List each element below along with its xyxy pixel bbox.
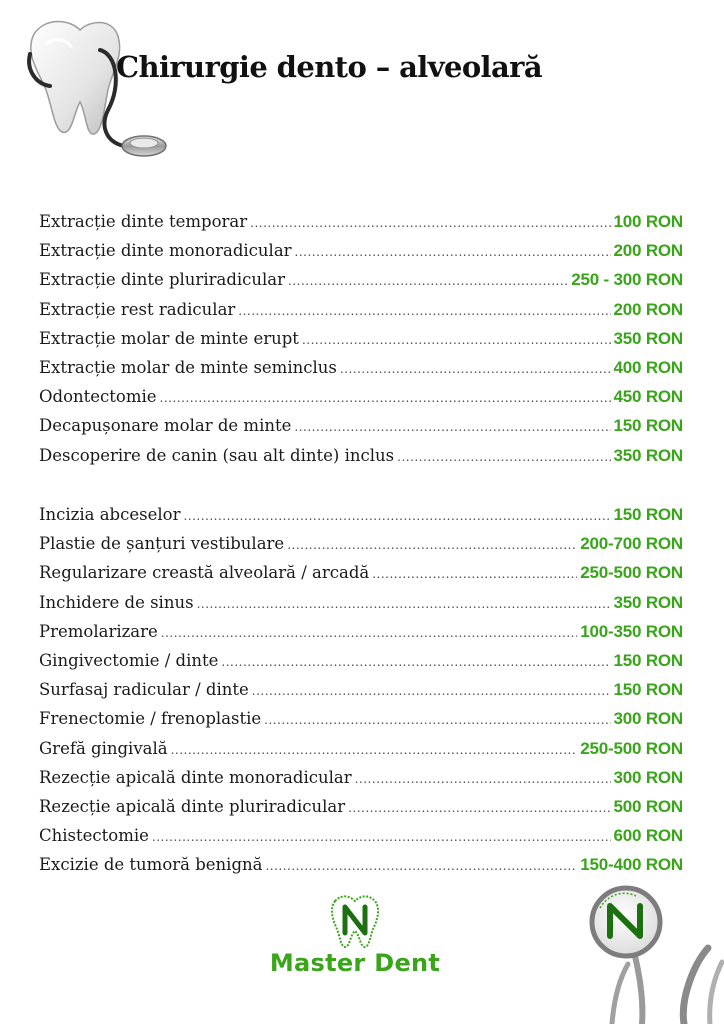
service-name: Frenectomie / frenoplastie: [39, 709, 262, 729]
service-price: 350 RON: [613, 592, 683, 612]
leader-dots: [340, 355, 611, 384]
price-list-extractions: [39, 207, 683, 470]
service-name: Rezecție apicală dinte monoradicular: [39, 767, 352, 787]
service-name: Excizie de tumoră benignă: [39, 855, 263, 875]
price-row: [39, 646, 683, 675]
leader-dots: [355, 765, 611, 794]
service-name: Chistectomie: [39, 826, 149, 846]
page-title: Chirurgie dento – alveolară: [116, 50, 543, 84]
leader-dots: [250, 209, 610, 238]
leader-dots: [152, 823, 611, 852]
service-price: 200 RON: [613, 299, 683, 319]
leader-dots: [264, 706, 610, 735]
service-name: Extracție dinte monoradicular: [39, 241, 292, 261]
service-price: 300 RON: [613, 767, 683, 787]
price-row: [39, 441, 683, 470]
service-price: 600 RON: [613, 826, 683, 846]
leader-dots: [302, 326, 611, 355]
price-row: [39, 734, 683, 763]
price-row: [39, 792, 683, 821]
price-row: [39, 411, 683, 440]
service-price: 400 RON: [613, 357, 683, 377]
tooth-stethoscope-icon: [16, 14, 172, 164]
brand-logo: [244, 893, 466, 977]
price-row: [39, 850, 683, 879]
leader-dots: [294, 413, 610, 442]
price-list-surgery: [39, 500, 683, 879]
service-name: Odontectomie: [39, 387, 157, 407]
leader-dots: [183, 502, 610, 531]
leader-dots: [197, 590, 611, 619]
leader-dots: [265, 852, 577, 881]
price-row: [39, 207, 683, 236]
service-price: 350 RON: [613, 328, 683, 348]
leader-dots: [238, 297, 610, 326]
price-row: [39, 821, 683, 850]
service-name: Extracție dinte pluriradicular: [39, 270, 286, 290]
service-name: Premolarizare: [39, 621, 158, 641]
service-name: Descoperire de canin (sau alt dinte) inclus: [39, 445, 395, 465]
service-price: 150 RON: [613, 650, 683, 670]
service-price: 500 RON: [613, 796, 683, 816]
leader-dots: [171, 736, 578, 765]
leader-dots: [252, 677, 611, 706]
leader-dots: [287, 531, 577, 560]
price-row: [39, 588, 683, 617]
price-row: [39, 558, 683, 587]
service-price: 300 RON: [613, 709, 683, 729]
price-row: [39, 529, 683, 558]
service-price: 100 RON: [613, 212, 683, 231]
leader-dots: [221, 648, 610, 677]
service-name: Gingivectomie / dinte: [39, 650, 219, 670]
leader-dots: [288, 267, 568, 296]
price-row: [39, 704, 683, 733]
price-row: [39, 353, 683, 382]
service-name: Grefă gingivală: [39, 738, 168, 758]
service-name: Extracție molar de minte seminclus: [39, 357, 337, 377]
service-name: Incizia abceselor: [39, 505, 181, 524]
price-row: [39, 265, 683, 294]
service-price: 350 RON: [613, 445, 683, 465]
leader-dots: [295, 238, 611, 267]
service-price: 200-700 RON: [580, 534, 683, 554]
leader-dots: [372, 560, 577, 589]
leader-dots: [160, 384, 611, 413]
service-name: Decapușonare molar de minte: [39, 416, 292, 436]
price-row: [39, 324, 683, 353]
service-price: 250-500 RON: [580, 563, 683, 583]
service-name: Regularizare creastă alveolară / arcadă: [39, 563, 370, 583]
price-row: [39, 763, 683, 792]
service-price: 200 RON: [613, 241, 683, 261]
service-price: 150 RON: [613, 416, 683, 436]
leader-dots: [397, 443, 610, 472]
tooth-logo-icon: [325, 893, 385, 949]
service-price: 100-350 RON: [580, 621, 683, 641]
price-row: [39, 617, 683, 646]
price-row: [39, 500, 683, 529]
service-name: Extracție dinte temporar: [39, 212, 248, 231]
service-price: 150 RON: [613, 505, 683, 524]
service-name: Rezecție apicală dinte pluriradicular: [39, 796, 346, 816]
price-row: [39, 295, 683, 324]
price-row: [39, 236, 683, 265]
service-name: Extracție rest radicular: [39, 299, 236, 319]
service-name: Plastie de șanțuri vestibulare: [39, 534, 285, 554]
service-price: 250 - 300 RON: [571, 270, 683, 290]
service-price: 250-500 RON: [580, 738, 683, 758]
service-price: 150 RON: [613, 680, 683, 700]
service-name: Extracție molar de minte erupt: [39, 328, 299, 348]
leader-dots: [348, 794, 610, 823]
service-price: 150-400 RON: [580, 855, 683, 875]
price-row: [39, 675, 683, 704]
service-name: Inchidere de sinus: [39, 592, 194, 612]
service-price: 450 RON: [613, 387, 683, 407]
service-name: Surfasaj radicular / dinte: [39, 680, 249, 700]
leader-dots: [161, 619, 578, 648]
brand-name: Master Dent: [269, 949, 441, 977]
price-row: [39, 382, 683, 411]
dental-mirror-icon: [584, 878, 724, 1024]
